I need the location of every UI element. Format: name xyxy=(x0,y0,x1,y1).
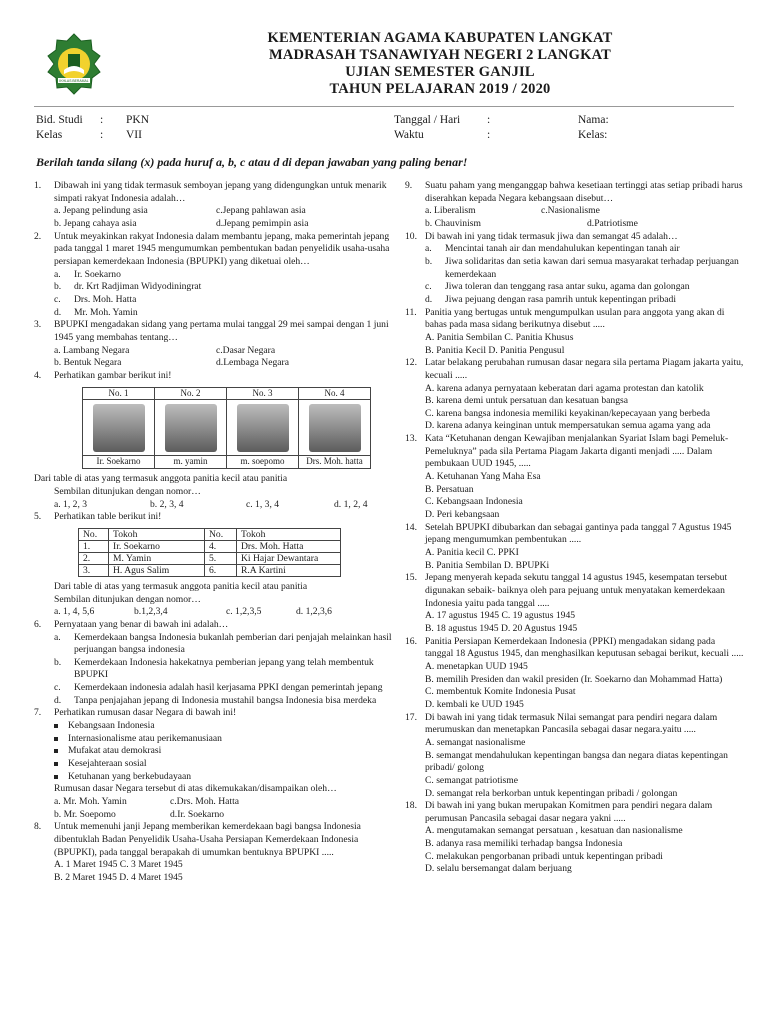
instruction: Berilah tanda silang (x) pada huruf a, b, c atau d di depan jawaban yang paling benar! xyxy=(36,155,468,169)
photo-header: No. 1 xyxy=(83,387,155,400)
svg-text:IKHLAS BERAMAL: IKHLAS BERAMAL xyxy=(59,79,89,83)
header-divider xyxy=(34,106,734,107)
question-text: Jepang menyerah kepada sekutu tanggal 14 agustus 1945, kesempatan tersebut digunakan sebaik- baiknya oleh para pejuang untuk menyatakan kemerdekaan Indonesia yaitu pada tanggal ..... xyxy=(425,572,728,609)
question-2: 2. Untuk meyakinkan rakyat Indonesia dalam membantu jepang, maka pemerintah jepang pada tanggal 1 maret 1945 mengumumkan pembentukan badan penyelidik usaha-usaha persiapan kemerdekaan Indonesia (BPUPKI) yang diketuai oleh… a. Ir. Soekarno b. dr. Krt Radjiman Widyodiningrat c. Drs. Moh. Hatta d. Mr. Moh. Yamin xyxy=(34,231,392,320)
kelas-value: VII xyxy=(126,129,142,141)
photo-header: No. 4 xyxy=(299,387,371,400)
header-year: TAHUN PELAJARAN 2019 / 2020 xyxy=(329,80,551,97)
question-text: Di bawah ini yang bukan merupakan Komitmen para pendiri negara dalam perumusan Pancasila sebagai dasar negara yakni ..... xyxy=(425,800,713,824)
photo-header: No. 2 xyxy=(155,387,227,400)
right-column xyxy=(405,180,745,876)
question-4: 4. Perhatikan gambar berikut ini! xyxy=(34,370,392,383)
question-text: Panitia yang bertugas untuk mengumpulkan usulan para anggota yang akan di bahas pada masa sidang berikutnya disebut ..... xyxy=(425,306,725,331)
photo-table xyxy=(82,387,371,470)
question-text: Kata “Ketuhanan dengan Kewajiban menjalankan Syariat Islam bagi Pemeluk- Pemeluknya” pada sila Pertama Piagam Jakarta diganti menjadi ..... Dalam pembukaan UUD 1945, ..... xyxy=(425,433,729,470)
question-text: BPUPKI mengadakan sidang yang pertama mulai tanggal 29 mei sampai dengan 1 juni 1945 yang membahas tentang… xyxy=(54,319,389,343)
question-17: 17. Di bawah ini yang tidak termasuk Nilai semangat para pendiri negara dalam merumuskan dan menetapkan Pancasila sebagai dasar negara.yaitu ..... A. semangat nasionalisme B. semangat mendahulukan kepentingan bangsa dan negara diatas kepentingan pribadi/ golong C. semangat patriotisme D. semangat rela berkorban untuk kepentingan pribadi / golongan xyxy=(405,712,745,801)
bid-value: PKN xyxy=(126,114,150,126)
photo-name: m. soepomo xyxy=(227,456,299,469)
tanggal-label: Tanggal / Hari xyxy=(394,114,461,126)
question-text: Setelah BPUPKI dibubarkan dan sebagai gantinya pada tanggal 7 Agustus 1945 jepang mengumumkan pembentukan ..... xyxy=(425,521,732,546)
kelas-student-label: Kelas: xyxy=(578,129,608,141)
photo-header: No. 3 xyxy=(227,387,299,400)
question-text: Dibawah ini yang tidak termasuk semboyan jepang yang didengungkan untuk menarik simpati rakyat Indonesia adalah… xyxy=(54,180,387,204)
question-text: Di bawah ini yang tidak termasuk jiwa dan semangat 45 adalah… xyxy=(425,230,678,242)
question-11: 11. Panitia yang bertugas untuk mengumpulkan usulan para anggota yang akan di bahas pada masa sidang berikutnya disebut ..... A. Panitia Sembilan C. Panitia Khusus B. Panitia Kecil D. Panitia Pengusul xyxy=(405,307,745,358)
question-12: 12. Latar belakang perubahan rumusan dasar negara sila pertama Piagam jakarta yaitu, kecuali ..... A. karena adanya pernyataan keberatan dari agama protestan dan katolik B. karena demi untuk persatuan dan kesatuan bangsa C. karena bangsa indonesia memiliki keyakinan/kepecayaan yang berbeda D. karena adanya keinginan untuk mempersatukan semua agama yang ada xyxy=(405,357,744,432)
question-8: 8. Untuk memenuhi janji Jepang memberikan kemerdekaan bagi bangsa Indonesia dibentuklah Badan Penyelidik Usaha-Usaha Persiapan Kemerdekaan Indonesia (BPUPKI), pada tanggal berapakah di umumkan bentuknya BPUPKI ..... A. 1 Maret 1945 C. 3 Maret 1945 B. 2 Maret 1945 D. 4 Maret 1945 xyxy=(34,821,392,884)
question-text: Suatu paham yang menganggap bahwa kesetiaan tertinggi atas setiap pribadi harus diserahkan kepada Negara kebangsaan disebut… xyxy=(425,180,743,204)
question-9: 9. Suatu paham yang menganggap bahwa kesetiaan tertinggi atas setiap pribadi harus diserahkan kepada Negara kebangsaan disebut… a. Liberalism c.Nasionalisme b. Chauvinism d.Patriotisme xyxy=(405,180,745,231)
question-text: Perhatikan rumusan dasar Negara di bawah ini! xyxy=(54,707,237,719)
question-16: 16. Panitia Persiapan Kemerdekaan Indonesia (PPKI) mengadakan sidang pada tanggal 18 Agustus 1945, dan menghasilkan keputusan sebagai berikut, kecuali ..... A. menetapkan UUD 1945 B. memilih Presiden dan wakil presiden (Ir. Soekarno dan Mohammad Hatta) C. membentuk Komite Indonesia Pusat D. kembali ke UUD 1945 xyxy=(405,635,744,710)
question-text: Untuk meyakinkan rakyat Indonesia dalam membantu jepang, maka pemerintah jepang pada tanggal 1 maret 1945 mengumumkan pembentukan badan penyelidik usaha-usaha persiapan kemerdekaan Indonesia (BPUPKI) yang diketuai oleh… xyxy=(54,230,390,267)
portrait-photo xyxy=(93,404,145,452)
question-15: 15. Jepang menyerah kepada sekutu tanggal 14 agustus 1945, kesempatan tersebut digunakan sebaik- baiknya oleh para pejuang untuk menyatakan kemerdekaan Indonesia yaitu pada tanggal ..... A. 17 agustus 1945 C. 19 agustus 1945 B. 18 agustus 1945 D. 20 Agustus 1945 xyxy=(405,572,745,635)
waktu-label: Waktu xyxy=(394,129,424,141)
bid-label: Bid. Studi xyxy=(36,114,83,126)
kelas-label: Kelas xyxy=(36,129,63,141)
question-text: Perhatikan gambar berikut ini! xyxy=(54,369,172,381)
header-school: MADRASAH TSANAWIYAH NEGERI 2 LANGKAT xyxy=(268,46,612,63)
question-text: Perhatikan table berikut ini! xyxy=(54,511,162,523)
portrait-photo xyxy=(237,404,289,452)
question-text: Latar belakang perubahan rumusan dasar negara sila pertama Piagam jakarta yaitu, kecuali ..... xyxy=(425,357,744,381)
question-13: 13. Kata “Ketuhanan dengan Kewajiban menjalankan Syariat Islam bagi Pemeluk- Pemeluknya” pada sila Pertama Piagam Jakarta diganti menjadi ..... Dalam pembukaan UUD 1945, ..... A. Ketuhanan Yang Maha Esa B. Persatuan C. Kebangsaan Indonesia D. Peri kebangsaan xyxy=(405,433,745,522)
question-text: Panitia Persiapan Kemerdekaan Indonesia (PPKI) mengadakan sidang pada tanggal 18 Agustus 1945, dan menghasilkan keputusan sebagai berikut, kecuali ..... xyxy=(425,635,744,660)
q4-options: a. 1, 2, 3 b. 2, 3, 4 c. 1, 3, 4 d. 1, 2, 4 xyxy=(54,498,368,510)
question-10: 10. Di bawah ini yang tidak termasuk jiwa dan semangat 45 adalah… a. Mencintai tanah air dan mendahulukan kepentingan tanah air b. Jiwa solidaritas dan setia kawan dari semua masyarakat terhadap perjuangan kemerdekaan c. Jiwa toleran dan tenggang rasa antar suku, agama dan golongan d. Jiwa pejuang dengan rasa pamrih untuk kepentingan pribadi xyxy=(405,231,745,307)
question-18: 18. Di bawah ini yang bukan merupakan Komitmen para pendiri negara dalam perumusan Pancasila sebagai dasar negara yakni ..... A. mengutamakan semangat persatuan , kesatuan dan nasionalisme B. adanya rasa memiliki terhadap bangsa Indonesia C. melakukan pengorbanan pribadi untuk kepentingan pribadi D. selalu bersemangat dalam berjuang xyxy=(405,800,745,876)
question-14: 14. Setelah BPUPKI dibubarkan dan sebagai gantinya pada tanggal 7 Agustus 1945 jepang mengumumkan pembentukan ..... A. Panitia kecil C. PPKI B. Panitia Sembilan D. BPUPKi xyxy=(405,522,745,573)
question-7: 7. Perhatikan rumusan dasar Negara di bawah ini! xyxy=(34,707,392,720)
portrait-photo xyxy=(165,404,217,452)
question-6: 6. Pernyataan yang benar di bawah ini adalah… a. Kemerdekaan bangsa Indonesia bukanlah pemberian dari penjajah melainkan hasil perjuangan bangsa indonesia b. Kemerdekaan Indonesia hakekatnya pemberian jepang yang telah membentuk BPUPKI c. Kemerdekaan indonesia adalah hasil kerjasama PPKI dengan pemerintah jepang d. Tanpa penjajahan jepang di Indonesia mustahil bangsa Indonesia bisa merdeka xyxy=(34,618,392,706)
tokoh-table: No. Tokoh No. Tokoh 1. Ir. Soekarno 4. Drs. Moh. Hatta 2. M. Yamin 5. Ki Hajar Dewantara 3. H. Agus Salim 6. R.A Kartini xyxy=(78,528,341,577)
info-subject-block: Bid. Studi : PKN Kelas : VII xyxy=(36,114,150,141)
header-ministry: KEMENTERIAN AGAMA KABUPATEN LANGKAT xyxy=(267,30,613,46)
question-1: 1. Dibawah ini yang tidak termasuk semboyan jepang yang didengungkan untuk menarik simpati rakyat Indonesia adalah… a. Jepang pelindung asia c.Jepang pahlawan asia b. Jepang cahaya asia d.Jepang pemimpin asia xyxy=(34,180,392,231)
bullet-item: Ketuhanan yang berkebudayaan xyxy=(34,771,392,784)
bullet-item: Mufakat atau demokrasi xyxy=(34,745,392,758)
question-text: Pernyataan yang benar di bawah ini adalah… xyxy=(54,618,229,630)
kemenag-logo xyxy=(44,32,104,96)
bullet-item: Kebangsaan Indonesia xyxy=(34,720,392,733)
q4-after: Dari table di atas yang termasuk anggota panitia kecil atau panitia xyxy=(34,473,288,485)
photo-name: m. yamin xyxy=(155,456,227,469)
info-date-block: Tanggal / Hari : Waktu : xyxy=(394,114,491,141)
kemenag-emblem-icon xyxy=(44,32,104,96)
left-column: 1. Dibawah ini yang tidak termasuk semboyan jepang yang didengungkan untuk menarik simpati rakyat Indonesia adalah… a. Jepang pelindung asia c.Jepang pahlawan asia b. Jepang cahaya asia d.Jepang pemimpin asia 2. Untuk meyakinkan rakyat Indonesia dalam membantu jepang, maka pemerintah jepang pada tanggal 1 maret 1945 mengumumkan pembentukan badan penyelidik usaha-usaha persiapan kemerdekaan Indonesia (BPUPKI) yang diketuai oleh… a. Ir. Soekarno b. dr. Krt Radjiman Widyodiningrat c. Drs. Moh. Hatta d. Mr. Moh. Yamin 3. BPUPKI mengadakan sidang yang pertama mulai tanggal 29 mei sampai dengan 1 juni 1945 yang membahas tentang… a. Lambang Negara c.Dasar Negara b. Bentuk Negara d.Lembaga Negara 4. Perhatikan gambar berikut ini! No. 1 No. 2 No. 3 No. 4 Ir. Soekarno m. yamin m. soepomo Drs. Moh. hatta Dari table di atas yang termasuk anggota panitia kecil atau panitia Sembilan ditunjukan dengan nomor… a. 1, 2, 3 b. 2, 3, 4 c. 1, 3, 4 d. 1, 2, 4 5. Perhatikan table berikut ini! No. Tokoh No. Tokoh 1. Ir. Soekarno 4. Drs. Moh. Hatta 2. M. Yamin 5. Ki Hajar Dewantara 3. H. Agus Salim 6. R.A Kartini Dari table di atas yang termasuk anggota panitia kecil atau panitia Sembilan ditunjukan dengan nomor… a. 1, 4, 5,6 b.1,2,3,4 c. 1,2,3,5 d. 1,2,3,6 6. Pernyataan yang benar di bawah ini adalah… a. Kemerdekaan bangsa Indonesia bukanlah pemberian dari penjajah melainkan hasil perjuangan bangsa indonesia b. Kemerdekaan Indonesia hakekatnya pemberian jepang yang telah membentuk BPUPKI c. Kemerdekaan indonesia adalah hasil kerjasama PPKI dengan pemerintah jepang d. Tanpa penjajahan jepang di Indonesia mustahil bangsa Indonesia bisa merdeka 7. Perhatikan rumusan dasar Negara di bawah ini! Kebangsaan Indonesia Internasionalisme atau perikemanusiaan Mufakat atau demokrasi Kesejahteraan sosial Ketuhanan yang berkebudayaan Rumusan dasar Negara tersebut di atas dikemukakan/disampaikan oleh… a. Mr. Moh. Yamin c.Drs. Moh. Hatta b. Mr. Soepomo d.Ir. Soekarno 8. Untuk memenuhi janji Jepang memberikan kemerdekaan bagi bangsa Indonesia dibentuklah Badan Penyelidik Usaha-Usaha Persiapan Kemerdekaan Indonesia (BPUPKI), pada tanggal berapakah di umumkan bentuknya BPUPKI ..... A. 1 Maret 1945 C. 3 Maret 1945 B. 2 Maret 1945 D. 4 Maret 1945 xyxy=(34,180,392,883)
bullet-item: Kesejahteraan sosial xyxy=(34,758,392,771)
portrait-photo xyxy=(309,404,361,452)
photo-name: Ir. Soekarno xyxy=(83,456,155,469)
question-text: Di bawah ini yang tidak termasuk Nilai semangat para pendiri negara dalam merumuskan dan menetapkan Pancasila sebagai dasar negara.yaitu ..... xyxy=(425,711,718,736)
info-student-block xyxy=(578,113,609,143)
photo-name: Drs. Moh. hatta xyxy=(299,456,371,469)
bullet-item: Internasionalisme atau perikemanusiaan xyxy=(34,733,392,746)
question-text: Untuk memenuhi janji Jepang memberikan kemerdekaan bagi bangsa Indonesia dibentuklah Badan Penyelidik Usaha-Usaha Persiapan Kemerdekaan Indonesia (BPUPKI), pada tanggal berapakah di umumkan bentuknya BPUPKI ..... xyxy=(54,821,361,858)
exam-header xyxy=(130,30,750,98)
nama-label: Nama: xyxy=(578,114,609,126)
question-3: 3. BPUPKI mengadakan sidang yang pertama mulai tanggal 29 mei sampai dengan 1 juni 1945 yang membahas tentang… a. Lambang Negara c.Dasar Negara b. Bentuk Negara d.Lembaga Negara xyxy=(34,319,392,370)
question-5: 5. Perhatikan table berikut ini! xyxy=(34,511,392,524)
header-exam: UJIAN SEMESTER GANJIL xyxy=(345,63,535,80)
q5-options: a. 1, 4, 5,6 b.1,2,3,4 c. 1,2,3,5 d. 1,2,3,6 xyxy=(54,606,332,618)
